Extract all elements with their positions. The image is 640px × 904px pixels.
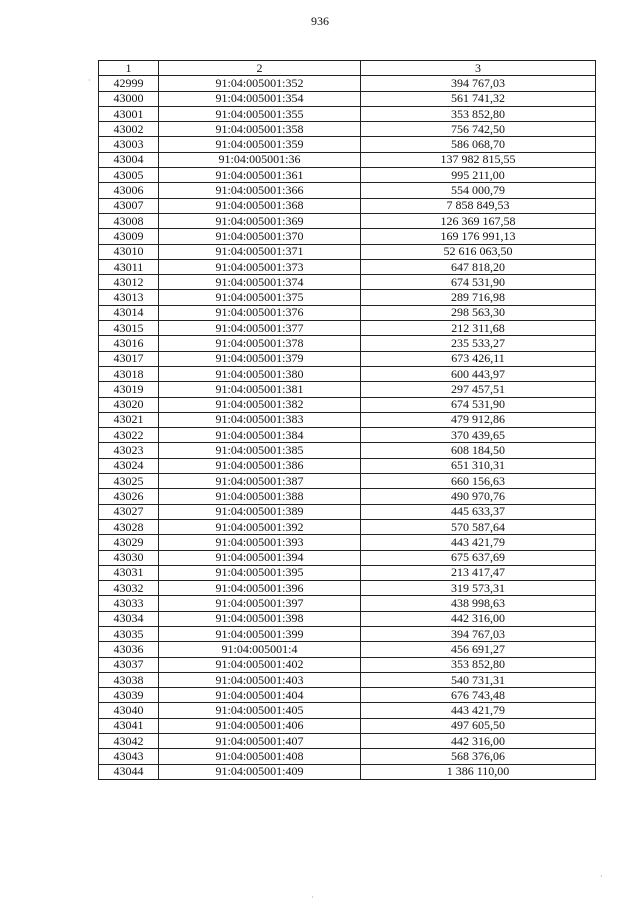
value-cell: 497 605,50 <box>361 718 596 733</box>
value-cell: 660 156,63 <box>361 474 596 489</box>
cadastral-number-cell: 91:04:005001:393 <box>159 535 361 550</box>
row-number-cell: 43000 <box>99 91 159 106</box>
row-number-cell: 43001 <box>99 106 159 121</box>
table-row <box>99 152 596 167</box>
value-cell: 212 311,68 <box>361 321 596 336</box>
value-cell: 353 852,80 <box>361 657 596 672</box>
row-number-cell: 43011 <box>99 259 159 274</box>
table-row <box>99 259 596 274</box>
value-cell: 443 421,79 <box>361 535 596 550</box>
cadastral-number-cell: 91:04:005001:398 <box>159 611 361 626</box>
row-number-cell: 43037 <box>99 657 159 672</box>
scan-mark-bottom: · <box>311 893 314 902</box>
cadastral-number-cell: 91:04:005001:408 <box>159 749 361 764</box>
value-cell: 1 386 110,00 <box>361 764 596 779</box>
table-row <box>99 397 596 412</box>
table-row <box>99 91 596 106</box>
value-cell: 676 743,48 <box>361 688 596 703</box>
cadastral-number-cell: 91:04:005001:370 <box>159 229 361 244</box>
cadastral-number-cell: 91:04:005001:380 <box>159 366 361 381</box>
value-cell: 442 316,00 <box>361 734 596 749</box>
value-cell: 52 616 063,50 <box>361 244 596 259</box>
cadastral-number-cell: 91:04:005001:396 <box>159 581 361 596</box>
table-body <box>99 76 596 780</box>
row-number-cell: 43032 <box>99 581 159 596</box>
cadastral-number-cell: 91:04:005001:374 <box>159 275 361 290</box>
row-number-cell: 43014 <box>99 305 159 320</box>
value-cell: 540 731,31 <box>361 672 596 687</box>
row-number-cell: 43036 <box>99 642 159 657</box>
row-number-cell: 43025 <box>99 474 159 489</box>
cadastral-number-cell: 91:04:005001:409 <box>159 764 361 779</box>
table-row <box>99 213 596 228</box>
value-cell: 479 912,86 <box>361 412 596 427</box>
table-row <box>99 565 596 580</box>
value-cell: 647 818,20 <box>361 259 596 274</box>
cadastral-number-cell: 91:04:005001:373 <box>159 259 361 274</box>
table-row <box>99 244 596 259</box>
table-row <box>99 734 596 749</box>
value-cell: 235 533,27 <box>361 336 596 351</box>
value-cell: 438 998,63 <box>361 596 596 611</box>
table-row <box>99 122 596 137</box>
cadastral-number-cell: 91:04:005001:368 <box>159 198 361 213</box>
value-cell: 586 068,70 <box>361 137 596 152</box>
value-cell: 394 767,03 <box>361 626 596 641</box>
cadastral-number-cell: 91:04:005001:36 <box>159 152 361 167</box>
table-row <box>99 351 596 366</box>
table-row <box>99 672 596 687</box>
row-number-cell: 43009 <box>99 229 159 244</box>
table-row <box>99 519 596 534</box>
value-cell: 568 376,06 <box>361 749 596 764</box>
value-cell: 608 184,50 <box>361 443 596 458</box>
page-number: 936 <box>311 14 329 28</box>
value-cell: 7 858 849,53 <box>361 198 596 213</box>
row-number-cell: 43016 <box>99 336 159 351</box>
cadastral-number-cell: 91:04:005001:383 <box>159 412 361 427</box>
cadastral-number-cell: 91:04:005001:384 <box>159 428 361 443</box>
cadastral-number-cell: 91:04:005001:406 <box>159 718 361 733</box>
cadastral-number-cell: 91:04:005001:358 <box>159 122 361 137</box>
cadastral-number-cell: 91:04:005001:397 <box>159 596 361 611</box>
table-row <box>99 183 596 198</box>
value-cell: 137 982 815,55 <box>361 152 596 167</box>
row-number-cell: 43031 <box>99 565 159 580</box>
value-cell: 445 633,37 <box>361 504 596 519</box>
table-row <box>99 474 596 489</box>
row-number-cell: 43006 <box>99 183 159 198</box>
scan-mark-left: · <box>88 76 91 85</box>
table-row <box>99 535 596 550</box>
cadastral-number-cell: 91:04:005001:366 <box>159 183 361 198</box>
table-row <box>99 198 596 213</box>
table-row <box>99 336 596 351</box>
table-row <box>99 412 596 427</box>
table-row <box>99 321 596 336</box>
table-row <box>99 168 596 183</box>
cadastral-number-cell: 91:04:005001:379 <box>159 351 361 366</box>
value-cell: 297 457,51 <box>361 382 596 397</box>
table-row <box>99 718 596 733</box>
table-row <box>99 749 596 764</box>
table-row <box>99 596 596 611</box>
row-number-cell: 43019 <box>99 382 159 397</box>
table-row <box>99 626 596 641</box>
row-number-cell: 43022 <box>99 428 159 443</box>
row-number-cell: 43038 <box>99 672 159 687</box>
value-cell: 126 369 167,58 <box>361 213 596 228</box>
value-cell: 169 176 991,13 <box>361 229 596 244</box>
row-number-cell: 43007 <box>99 198 159 213</box>
row-number-cell: 43040 <box>99 703 159 718</box>
row-number-cell: 43003 <box>99 137 159 152</box>
row-number-cell: 43041 <box>99 718 159 733</box>
data-table <box>98 60 596 780</box>
value-cell: 995 211,00 <box>361 168 596 183</box>
row-number-cell: 43042 <box>99 734 159 749</box>
value-cell: 651 310,31 <box>361 458 596 473</box>
row-number-cell: 43002 <box>99 122 159 137</box>
row-number-cell: 43023 <box>99 443 159 458</box>
table-row <box>99 688 596 703</box>
row-number-cell: 43012 <box>99 275 159 290</box>
value-cell: 600 443,97 <box>361 366 596 381</box>
cadastral-number-cell: 91:04:005001:375 <box>159 290 361 305</box>
table-row <box>99 489 596 504</box>
row-number-cell: 43013 <box>99 290 159 305</box>
cadastral-number-cell: 91:04:005001:4 <box>159 642 361 657</box>
value-cell: 213 417,47 <box>361 565 596 580</box>
value-cell: 443 421,79 <box>361 703 596 718</box>
row-number-cell: 43033 <box>99 596 159 611</box>
cadastral-number-cell: 91:04:005001:385 <box>159 443 361 458</box>
cadastral-number-cell: 91:04:005001:354 <box>159 91 361 106</box>
row-number-cell: 43004 <box>99 152 159 167</box>
row-number-cell: 42999 <box>99 76 159 91</box>
table-row <box>99 550 596 565</box>
header-row <box>99 61 596 76</box>
value-cell: 674 531,90 <box>361 397 596 412</box>
row-number-cell: 43008 <box>99 213 159 228</box>
table-row <box>99 137 596 152</box>
table-row <box>99 504 596 519</box>
table-row <box>99 642 596 657</box>
value-cell: 674 531,90 <box>361 275 596 290</box>
header-cell-col-2: 2 <box>159 61 361 76</box>
row-number-cell: 43015 <box>99 321 159 336</box>
table-row <box>99 275 596 290</box>
cadastral-number-cell: 91:04:005001:407 <box>159 734 361 749</box>
cadastral-number-cell: 91:04:005001:392 <box>159 519 361 534</box>
cadastral-number-cell: 91:04:005001:369 <box>159 213 361 228</box>
cadastral-number-cell: 91:04:005001:387 <box>159 474 361 489</box>
cadastral-number-cell: 91:04:005001:361 <box>159 168 361 183</box>
table-row <box>99 106 596 121</box>
cadastral-number-cell: 91:04:005001:371 <box>159 244 361 259</box>
cadastral-number-cell: 91:04:005001:402 <box>159 657 361 672</box>
row-number-cell: 43034 <box>99 611 159 626</box>
cadastral-number-cell: 91:04:005001:388 <box>159 489 361 504</box>
value-cell: 570 587,64 <box>361 519 596 534</box>
row-number-cell: 43027 <box>99 504 159 519</box>
value-cell: 675 637,69 <box>361 550 596 565</box>
row-number-cell: 43028 <box>99 519 159 534</box>
table-row <box>99 443 596 458</box>
value-cell: 554 000,79 <box>361 183 596 198</box>
value-cell: 394 767,03 <box>361 76 596 91</box>
row-number-cell: 43043 <box>99 749 159 764</box>
table-row <box>99 657 596 672</box>
header-cell-col-1: 1 <box>99 61 159 76</box>
value-cell: 370 439,65 <box>361 428 596 443</box>
row-number-cell: 43030 <box>99 550 159 565</box>
cadastral-number-cell: 91:04:005001:395 <box>159 565 361 580</box>
row-number-cell: 43035 <box>99 626 159 641</box>
table-row <box>99 382 596 397</box>
value-cell: 756 742,50 <box>361 122 596 137</box>
row-number-cell: 43039 <box>99 688 159 703</box>
cadastral-number-cell: 91:04:005001:404 <box>159 688 361 703</box>
cadastral-number-cell: 91:04:005001:355 <box>159 106 361 121</box>
cadastral-number-cell: 91:04:005001:389 <box>159 504 361 519</box>
table-row <box>99 290 596 305</box>
value-cell: 490 970,76 <box>361 489 596 504</box>
cadastral-number-cell: 91:04:005001:377 <box>159 321 361 336</box>
header-cell-col-3: 3 <box>361 61 596 76</box>
table-row <box>99 428 596 443</box>
table-row <box>99 229 596 244</box>
value-cell: 353 852,80 <box>361 106 596 121</box>
value-cell: 319 573,31 <box>361 581 596 596</box>
value-cell: 561 741,32 <box>361 91 596 106</box>
cadastral-number-cell: 91:04:005001:386 <box>159 458 361 473</box>
value-cell: 673 426,11 <box>361 351 596 366</box>
row-number-cell: 43021 <box>99 412 159 427</box>
value-cell: 442 316,00 <box>361 611 596 626</box>
table-row <box>99 703 596 718</box>
value-cell: 456 691,27 <box>361 642 596 657</box>
cadastral-number-cell: 91:04:005001:394 <box>159 550 361 565</box>
row-number-cell: 43044 <box>99 764 159 779</box>
value-cell: 289 716,98 <box>361 290 596 305</box>
table-row <box>99 581 596 596</box>
row-number-cell: 43005 <box>99 168 159 183</box>
row-number-cell: 43018 <box>99 366 159 381</box>
value-cell: 298 563,30 <box>361 305 596 320</box>
cadastral-number-cell: 91:04:005001:378 <box>159 336 361 351</box>
table-row <box>99 611 596 626</box>
cadastral-number-cell: 91:04:005001:381 <box>159 382 361 397</box>
table-row <box>99 458 596 473</box>
row-number-cell: 43024 <box>99 458 159 473</box>
table-row <box>99 764 596 779</box>
cadastral-number-cell: 91:04:005001:399 <box>159 626 361 641</box>
row-number-cell: 43010 <box>99 244 159 259</box>
row-number-cell: 43020 <box>99 397 159 412</box>
table-row <box>99 305 596 320</box>
scan-mark-bottom-right: · <box>600 872 603 881</box>
cadastral-number-cell: 91:04:005001:376 <box>159 305 361 320</box>
cadastral-number-cell: 91:04:005001:405 <box>159 703 361 718</box>
cadastral-number-cell: 91:04:005001:352 <box>159 76 361 91</box>
table-row <box>99 76 596 91</box>
cadastral-number-cell: 91:04:005001:403 <box>159 672 361 687</box>
cadastral-number-cell: 91:04:005001:382 <box>159 397 361 412</box>
cadastral-number-cell: 91:04:005001:359 <box>159 137 361 152</box>
row-number-cell: 43029 <box>99 535 159 550</box>
table-row <box>99 366 596 381</box>
row-number-cell: 43026 <box>99 489 159 504</box>
row-number-cell: 43017 <box>99 351 159 366</box>
